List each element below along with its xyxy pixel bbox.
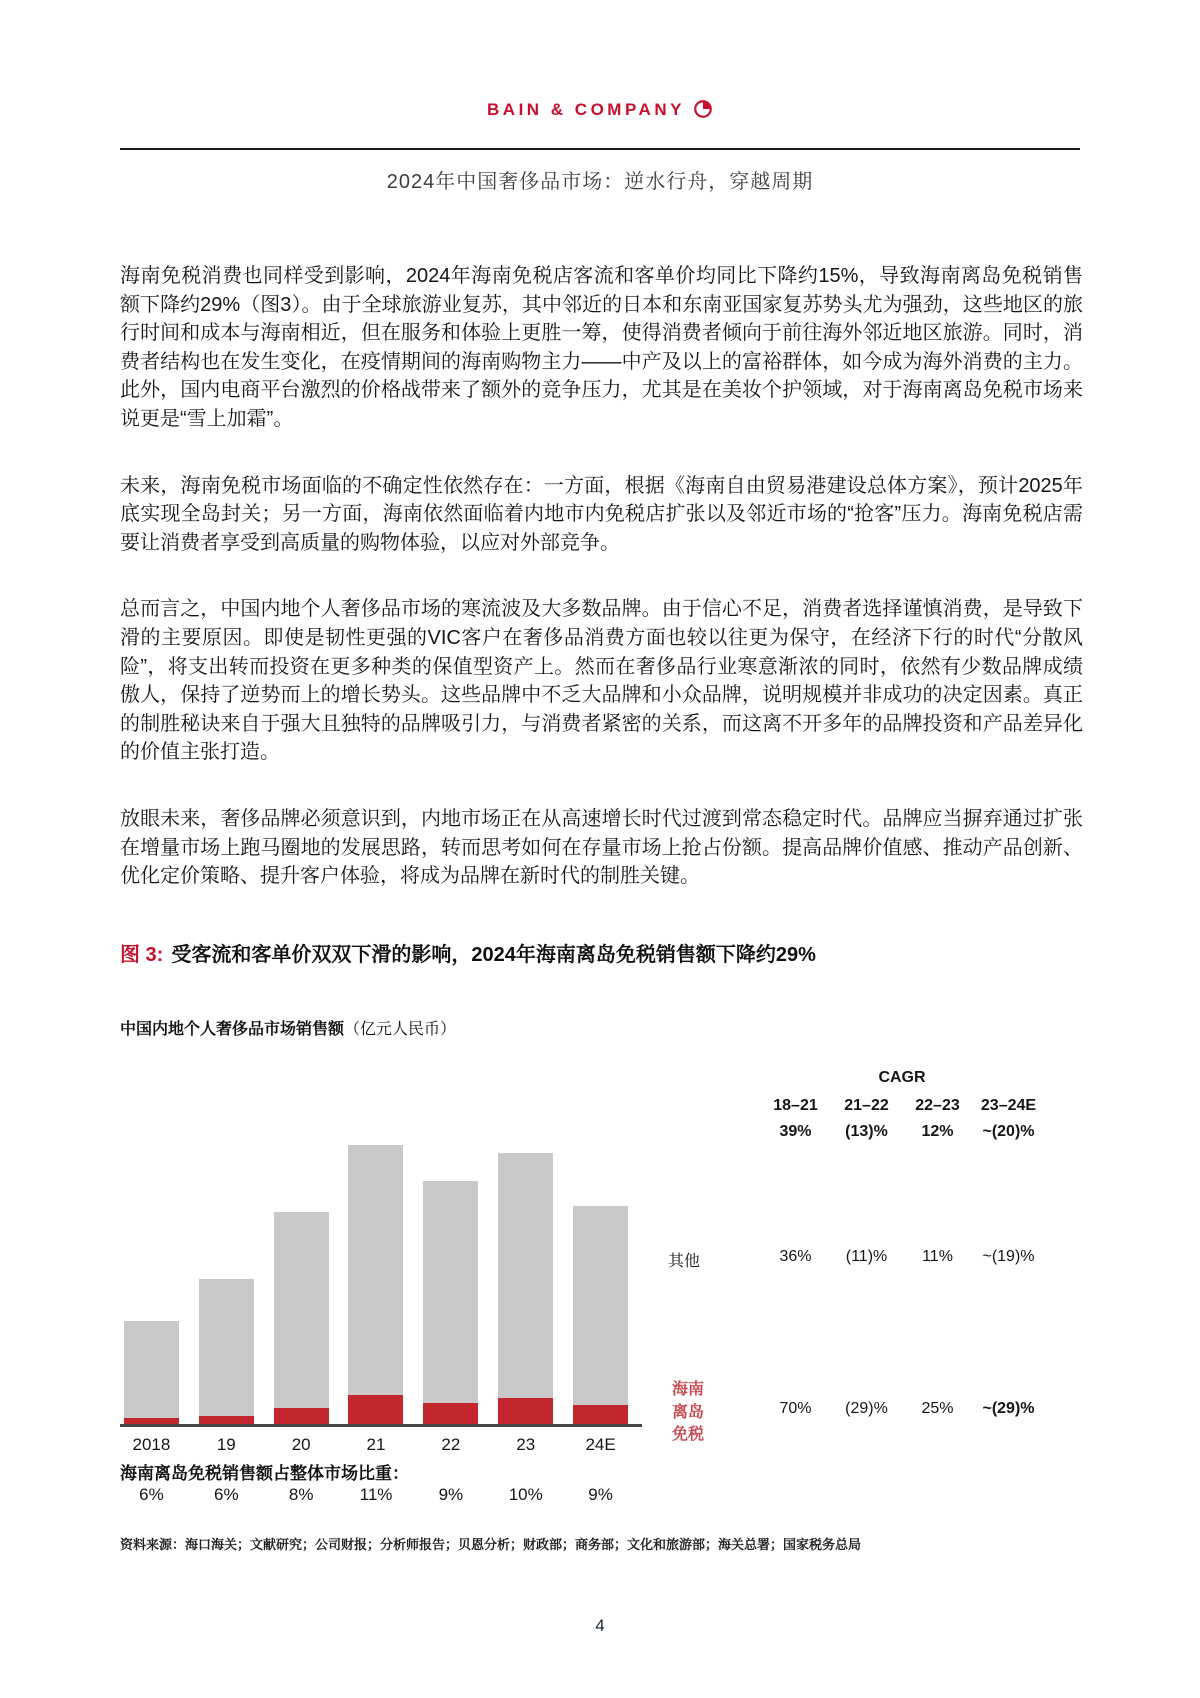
- segment-hainan-dutyfree: [199, 1416, 254, 1424]
- bar-chart: [124, 1139, 628, 1424]
- share-value: 6%: [139, 1485, 164, 1504]
- x-label: 20: [291, 1435, 311, 1454]
- legend-hainan-line: 免税: [672, 1426, 705, 1443]
- figure-tag: 图 3:: [120, 944, 164, 966]
- x-label: 23: [516, 1435, 536, 1454]
- segment-other: [498, 1153, 553, 1398]
- source-note: 资料来源：海口海关；文献研究；公司财报；分析师报告；贝恩分析；财政部；商务部；文化和旅游部；海关总署；国家税务总局: [120, 1537, 862, 1552]
- x-label: 19: [216, 1435, 236, 1454]
- cagr-hainan-value: 70%: [779, 1400, 812, 1417]
- chart-title-main: 中国内地个人奢侈品市场销售额: [120, 1021, 345, 1038]
- cagr-total-row: [760, 1123, 1044, 1141]
- share-value: 6%: [214, 1485, 239, 1504]
- brand-header: [0, 99, 1200, 124]
- segment-hainan-dutyfree: [573, 1405, 628, 1424]
- share-row-values: [114, 1485, 638, 1505]
- segment-hainan-dutyfree: [498, 1398, 553, 1424]
- cagr-other-value: (11)%: [845, 1248, 888, 1265]
- cagr-hainan-value: ~(29)%: [982, 1400, 1035, 1417]
- share-value: 11%: [359, 1485, 393, 1504]
- cagr-period: 23–24E: [980, 1097, 1037, 1114]
- x-label: 2018: [132, 1435, 171, 1454]
- cagr-other-row: [760, 1248, 1044, 1266]
- bar-24E: [573, 1206, 628, 1424]
- legend-hainan-dutyfree: [672, 1379, 704, 1447]
- x-label: 21: [366, 1435, 386, 1454]
- brand-name: BAIN & COMPANY: [487, 100, 685, 119]
- document-title: 2024年中国奢侈品市场：逆水行舟，穿越周期: [386, 171, 814, 193]
- cagr-period-row: [760, 1097, 1044, 1115]
- segment-other: [423, 1181, 478, 1403]
- bar-20: [274, 1212, 329, 1424]
- cagr-period: 18–21: [773, 1097, 818, 1114]
- cagr-hainan-value: (29)%: [845, 1400, 888, 1417]
- paragraph-2: 未来，海南免税市场面临的不确定性依然存在：一方面，根据《海南自由贸易港建设总体方案》，预计2025年底实现全岛封关；另一方面，海南依然面临着内地市内免税店扩张以及邻近市场的“抢客”压力。海南免税店需要让消费者享受到高质量的购物体验，以应对外部竞争。: [120, 474, 1083, 554]
- segment-hainan-dutyfree: [348, 1395, 403, 1424]
- page-number: 4: [595, 1616, 605, 1635]
- chart-title: [120, 1016, 456, 1039]
- share-value: 9%: [438, 1485, 464, 1504]
- body-text: [120, 262, 1083, 929]
- segment-hainan-dutyfree: [423, 1403, 478, 1424]
- legend-hainan-line: 离岛: [672, 1403, 705, 1421]
- bain-logo-icon: [693, 99, 713, 124]
- chart-title-unit: （亿元人民币）: [344, 1021, 457, 1038]
- paragraph-1: 海南免税消费也同样受到影响，2024年海南免税店客流和客单价均同比下降约15%，导致海南离岛免税销售额下降约29%（图3）。由于全球旅游业复苏，其中邻近的日本和东南亚国家复苏势头尤为强劲，这些地区的旅行时间和成本与海南相近，但在服务和体验上更胜一筹，使得消费者倾向于前往海外邻近地区旅游。同时，消费者结构也在发生变化，在疫情期间的海南购物主力——中产及以上的富裕群体，如今成为海外消费的主力。此外，国内电商平台激烈的价格战带来了额外的竞争压力，尤其是在美妆个护领域，对于海南离岛免税市场来说更是“雪上加霜”。: [120, 265, 1083, 430]
- figure-caption: [120, 938, 1100, 967]
- bar-22: [423, 1181, 478, 1424]
- segment-other: [348, 1145, 403, 1395]
- cagr-header: CAGR: [878, 1069, 926, 1086]
- segment-other: [199, 1279, 254, 1416]
- x-label: 22: [441, 1435, 461, 1454]
- header-divider: [120, 148, 1080, 150]
- chart-baseline: [120, 1424, 642, 1427]
- cagr-other-value: 36%: [779, 1248, 812, 1265]
- bar-19: [199, 1279, 254, 1424]
- paragraph-3: 总而言之，中国内地个人奢侈品市场的寒流波及大多数品牌。由于信心不足，消费者选择谨慎消费，是导致下滑的主要原因。即使是韧性更强的VIC客户在奢侈品消费方面也较以往更为保守，在经济下行的时代“分散风险”，将支出转而投资在更多种类的保值型资产上。然而在奢侈品行业寒意渐浓的同时，依然有少数品牌成绩傲人，保持了逆势而上的增长势头。这些品牌中不乏大品牌和小众品牌，说明规模并非成功的决定因素。真正的制胜秘诀来自于强大且独特的品牌吸引力，与消费者紧密的关系，而这离不开多年的品牌投资和产品差异化的价值主张打造。: [120, 598, 1083, 764]
- cagr-period: 22–23: [915, 1097, 960, 1114]
- bar-21: [348, 1145, 403, 1424]
- cagr-total-value: 12%: [921, 1123, 954, 1140]
- share-value: 10%: [508, 1485, 543, 1504]
- cagr-hainan-row: [760, 1400, 1044, 1418]
- x-axis-labels: [114, 1435, 638, 1455]
- cagr-total-value: (13)%: [845, 1123, 888, 1140]
- cagr-total-value: ~(20)%: [982, 1123, 1035, 1140]
- cagr-other-value: ~(19)%: [982, 1248, 1035, 1265]
- segment-other: [573, 1206, 628, 1405]
- segment-hainan-dutyfree: [274, 1408, 329, 1424]
- figure-caption-text: 受客流和客单价双双下滑的影响，2024年海南离岛免税销售额下降约29%: [171, 944, 816, 966]
- cagr-total-value: 39%: [779, 1123, 812, 1140]
- segment-other: [124, 1321, 179, 1418]
- paragraph-4: 放眼未来，奢侈品牌必须意识到，内地市场正在从高速增长时代过渡到常态稳定时代。品牌应当摒弃通过扩张在增量市场上跑马圈地的发展思路，转而思考如何在存量市场上抢占份额。提高品牌价值感、推动产品创新、优化定价策略、提升客户体验，将成为品牌在新时代的制胜关键。: [120, 807, 1083, 888]
- bar-2018: [124, 1321, 179, 1424]
- bar-23: [498, 1153, 553, 1424]
- cagr-hainan-value: 25%: [921, 1400, 954, 1417]
- cagr-other-value: 11%: [922, 1248, 953, 1265]
- share-value: 9%: [588, 1485, 613, 1504]
- legend-hainan-line: 海南: [672, 1381, 705, 1398]
- legend-other: 其他: [668, 1253, 701, 1270]
- segment-other: [274, 1212, 329, 1408]
- x-label: 24E: [585, 1435, 616, 1454]
- share-row-label: 海南离岛免税销售额占整体市场比重：: [120, 1464, 409, 1483]
- cagr-period: 21–22: [844, 1097, 889, 1114]
- share-value: 8%: [288, 1485, 314, 1504]
